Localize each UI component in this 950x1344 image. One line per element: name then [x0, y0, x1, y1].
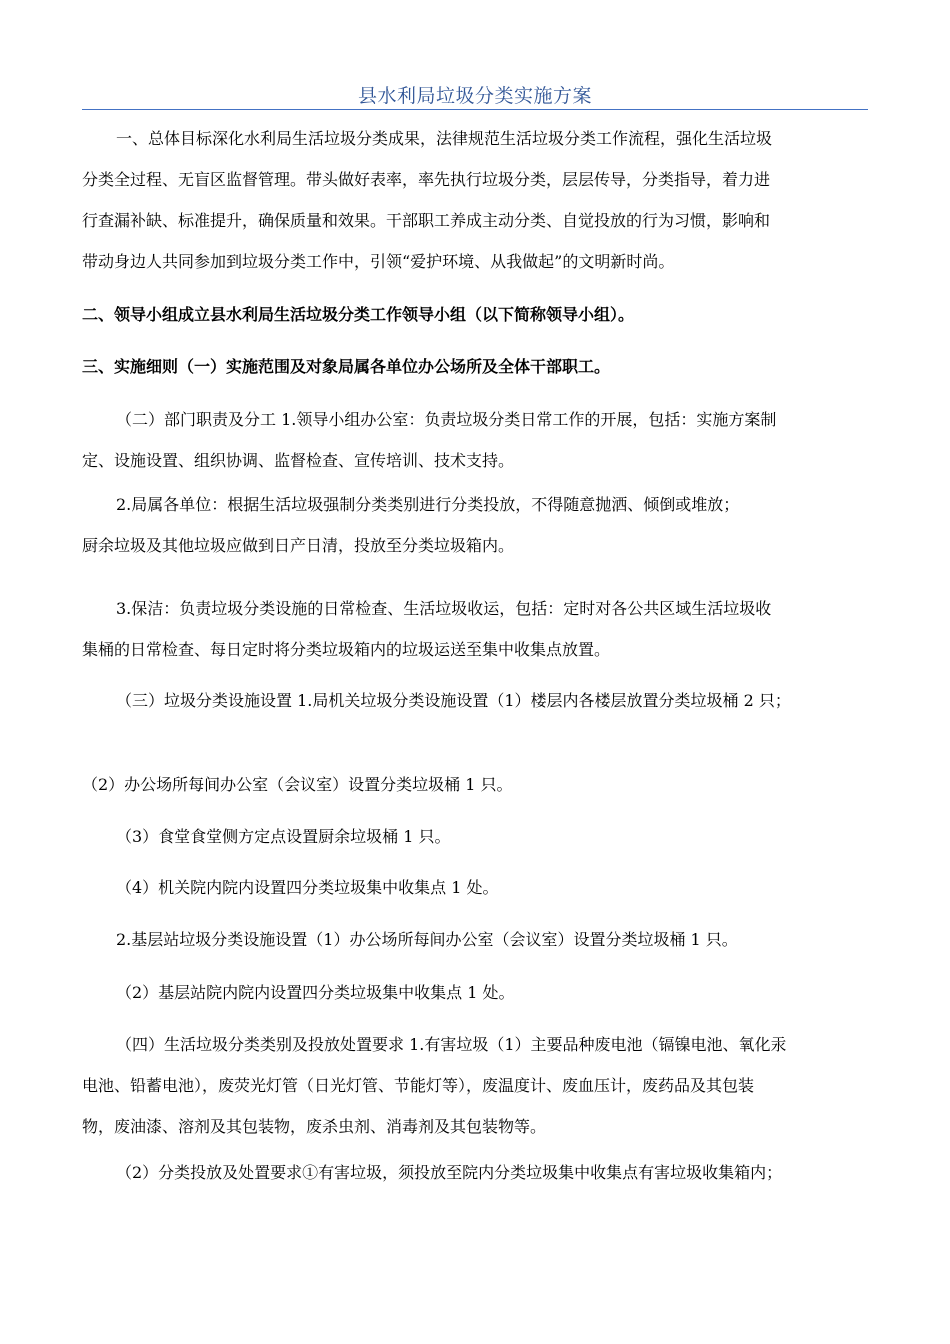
- paragraph: [82, 118, 868, 282]
- paragraph-line: （2）办公场所每间办公室（会议室）设置分类垃圾桶 1 只。: [82, 775, 513, 794]
- paragraph-line: 2.局属各单位：根据生活垃圾强制分类类别进行分类投放，不得随意抛洒、倾倒或堆放；: [116, 495, 740, 514]
- paragraph: [82, 680, 868, 721]
- paragraph-line: 三、实施细则（一）实施范围及对象局属各单位办公场所及全体干部职工。: [82, 357, 611, 376]
- document-title: 县水利局垃圾分类实施方案: [357, 85, 592, 107]
- paragraph: [82, 346, 868, 387]
- paragraph: [82, 1152, 868, 1193]
- paragraph: [82, 972, 868, 1013]
- paragraph-line: 一、总体目标深化水利局生活垃圾分类成果，法律规范生活垃圾分类工作流程，强化生活垃圾: [116, 129, 773, 148]
- paragraph: [82, 919, 868, 960]
- paragraph-line: 定、设施设置、组织协调、监督检查、宣传培训、技术支持。: [82, 451, 515, 470]
- paragraph: [82, 816, 868, 857]
- paragraph-line: 集桶的日常检查、每日定时将分类垃圾箱内的垃圾运送至集中收集点放置。: [82, 640, 611, 659]
- paragraph-line: 3.保洁：负责垃圾分类设施的日常检查、生活垃圾收运，包括：定时对各公共区域生活垃圾收: [116, 599, 772, 618]
- paragraph-line: （三）垃圾分类设施设置 1.局机关垃圾分类设施设置（1）楼层内各楼层放置分类垃圾桶 2 只；: [116, 691, 791, 710]
- paragraph-line: （四）生活垃圾分类类别及投放处置要求 1.有害垃圾（1）主要品种废电池（镉镍电池、氧化汞: [116, 1035, 787, 1054]
- paragraph: [82, 867, 868, 908]
- paragraph-line: 分类全过程、无盲区监督管理。带头做好表率，率先执行垃圾分类，层层传导，分类指导，着力进: [82, 170, 771, 189]
- paragraph-line: （二）部门职责及分工 1.领导小组办公室：负责垃圾分类日常工作的开展，包括：实施方案制: [116, 410, 777, 429]
- paragraph-line: （3）食堂食堂侧方定点设置厨余垃圾桶 1 只。: [116, 827, 451, 846]
- paragraph-line: 二、领导小组成立县水利局生活垃圾分类工作领导小组（以下简称领导小组）。: [82, 305, 635, 324]
- paragraph-line: 2.基层站垃圾分类设施设置（1）办公场所每间办公室（会议室）设置分类垃圾桶 1 只。: [116, 930, 738, 949]
- paragraph: [82, 399, 868, 481]
- paragraph-line: （2）基层站院内院内设置四分类垃圾集中收集点 1 处。: [116, 983, 515, 1002]
- paragraph-line: 行查漏补缺、标准提升，确保质量和效果。干部职工养成主动分类、自觉投放的行为习惯，影响和: [82, 211, 771, 230]
- paragraph-line: （4）机关院内院内设置四分类垃圾集中收集点 1 处。: [116, 878, 499, 897]
- paragraph-line: 带动身边人共同参加到垃圾分类工作中，引领“爱护环境、从我做起”的文明新时尚。: [82, 252, 675, 271]
- paragraph: [82, 1024, 868, 1147]
- title-underline: [82, 109, 868, 110]
- paragraph-line: 物，废油漆、溶剂及其包装物，废杀虫剂、消毒剂及其包装物等。: [82, 1117, 547, 1136]
- paragraph: [82, 484, 868, 566]
- paragraph-line: 电池、铅蓄电池），废荧光灯管（日光灯管、节能灯等），废温度计、废血压计，废药品及其包装: [82, 1076, 755, 1095]
- paragraph: [82, 294, 868, 335]
- paragraph: [82, 764, 868, 805]
- paragraph-line: （2）分类投放及处置要求①有害垃圾，须投放至院内分类垃圾集中收集点有害垃圾收集箱内；: [116, 1163, 783, 1182]
- paragraph-line: 厨余垃圾及其他垃圾应做到日产日清，投放至分类垃圾箱内。: [82, 536, 515, 555]
- paragraph: [82, 588, 868, 670]
